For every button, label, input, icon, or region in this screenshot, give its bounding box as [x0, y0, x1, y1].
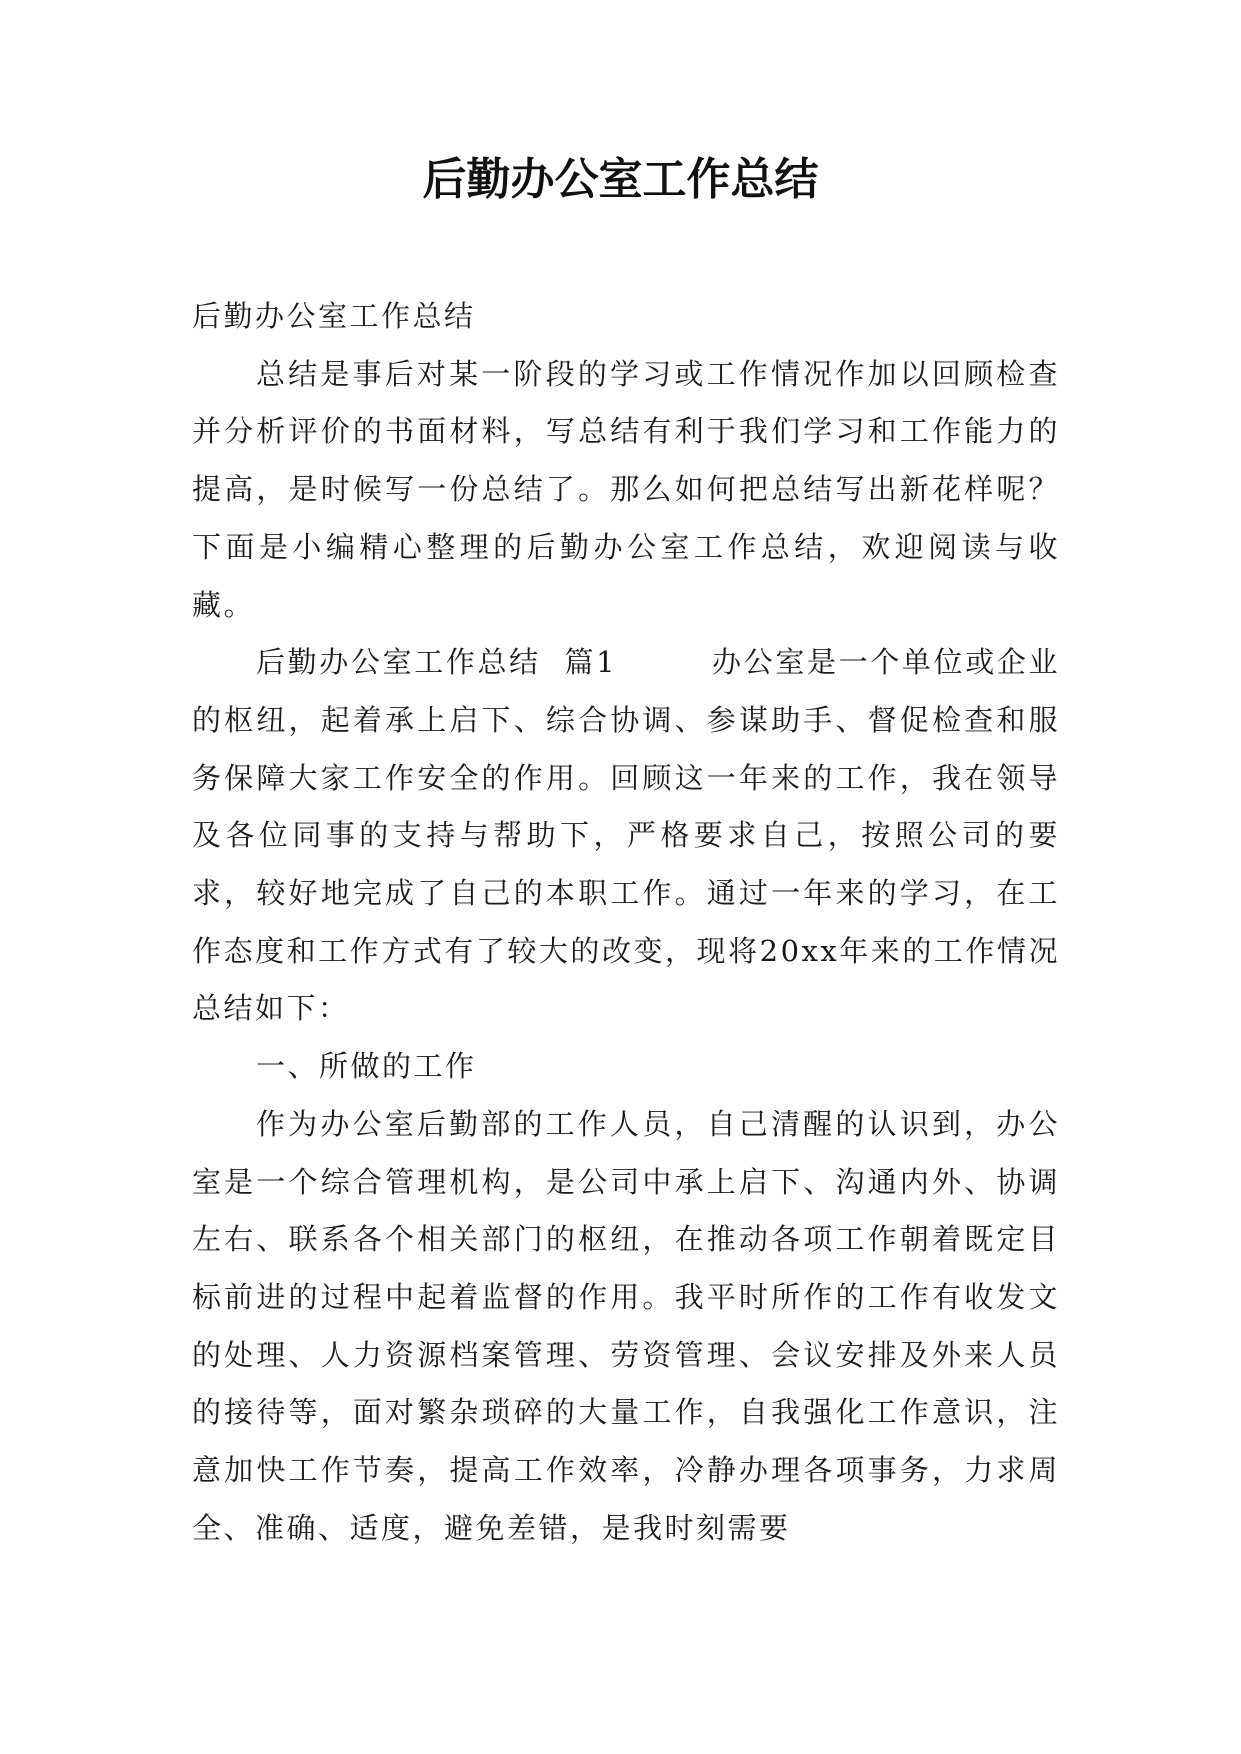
paragraph-subheading: 一、所做的工作: [256, 1049, 477, 1084]
paragraph-work-done: 作为办公室后勤部的工作人员，自己清醒的认识到，办公室是一个综合管理机构，是公司中承上启下、沟通内外、协调左右、联系各个相关部门的枢纽，在推动各项工作朝着既定目标前进的过程中起着监督的作用。我平时所作的工作有收发文的处理、人力资源档案管理、劳资管理、会议安排及外来人员的接待等，面对繁杂琐碎的大量工作，自我强化工作意识，注意加快工作节奏，提高工作效率，冷静办理各项事务，力求周全、准确、适度，避免差错，是我时刻需要: [192, 1106, 1060, 1545]
document-body: [192, 288, 1060, 1557]
paragraph-intro: 总结是事后对某一阶段的学习或工作情况作加以回顾检查并分析评价的书面材料，写总结有利于我们学习和工作能力的提高，是时候写一份总结了。那么如何把总结写出新花样呢？下面是小编精心整理的后勤办公室工作总结，欢迎阅读与收藏。: [192, 356, 1060, 622]
document-title: 后勤办公室工作总结: [422, 154, 819, 205]
paragraph-section-1: 后勤办公室工作总结 篇1 办公室是一个单位或企业的枢纽，起着承上启下、综合协调、参谋助手、督促检查和服务保障大家工作安全的作用。回顾这一年来的工作，我在领导及各位同事的支持与帮助下，严格要求自己，按照公司的要求，较好地完成了自己的本职工作。通过一年来的学习，在工作态度和工作方式有了较大的改变，现将20xx年来的工作情况总结如下：: [192, 645, 1060, 1026]
paragraph-heading: 后勤办公室工作总结: [192, 299, 476, 333]
